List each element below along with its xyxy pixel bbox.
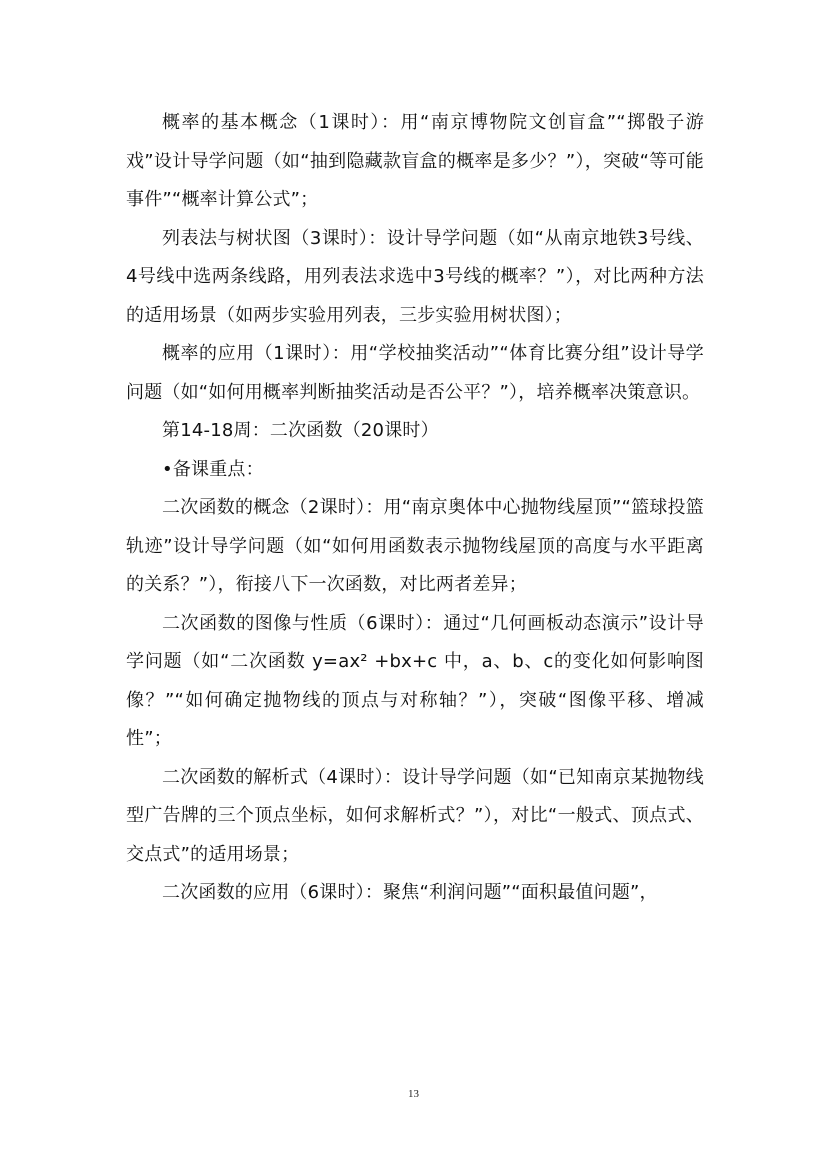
paragraph-quadratic-application: 二次函数的应用（6课时）：聚焦“利润问题”“面积最值问题”， [162, 882, 658, 903]
paragraph-focus-bullet: •备课重点： [162, 458, 264, 480]
paragraph-quadratic-graph: 二次函数的图像与性质（6课时）：通过“几何画板动态演示”设计导学问题（如“二次函数 y=ax² +bx+c 中，a、b、c的变化如何影响图像？”“如何确定抛物线的顶点与对称轴？”），突破“图像平移、增减性”； [126, 612, 704, 749]
paragraph-table-tree-diagram: 列表法与树状图（3课时）：设计导学问题（如“从南京地铁3号线、4号线中选两条线路，用列表法求选中3号线的概率？”），对比两种方法的适用场景（如两步实验用列表，三步实验用树状图）； [126, 227, 704, 326]
paragraph-probability-application: 概率的应用（1课时）：用“学校抽奖活动”“体育比赛分组”设计导学问题（如“如何用概率判断抽奖活动是否公平？”），培养概率决策意识。 [126, 343, 704, 403]
body-text [126, 104, 704, 913]
paragraph-quadratic-expression: 二次函数的解析式（4课时）：设计导学问题（如“已知南京某抛物线型广告牌的三个顶点坐标，如何求解析式？”），对比“一般式、顶点式、交点式”的适用场景； [126, 766, 704, 865]
page-number: 13 [408, 1088, 419, 1100]
paragraph-week-heading: 第14-18周：二次函数（20课时） [162, 420, 439, 441]
paragraph-probability-concept: 概率的基本概念（1课时）：用“南京博物院文创盲盒”“掷骰子游戏”设计导学问题（如“抽到隐藏款盲盒的概率是多少？”），突破“等可能事件”“概率计算公式”； [126, 112, 704, 210]
paragraph-quadratic-concept: 二次函数的概念（2课时）：用“南京奥体中心抛物线屋顶”“篮球投篮轨迹”设计导学问题（如“如何用函数表示抛物线屋顶的高度与水平距离的关系？”），衔接八下一次函数，对比两者差异； [126, 497, 704, 595]
